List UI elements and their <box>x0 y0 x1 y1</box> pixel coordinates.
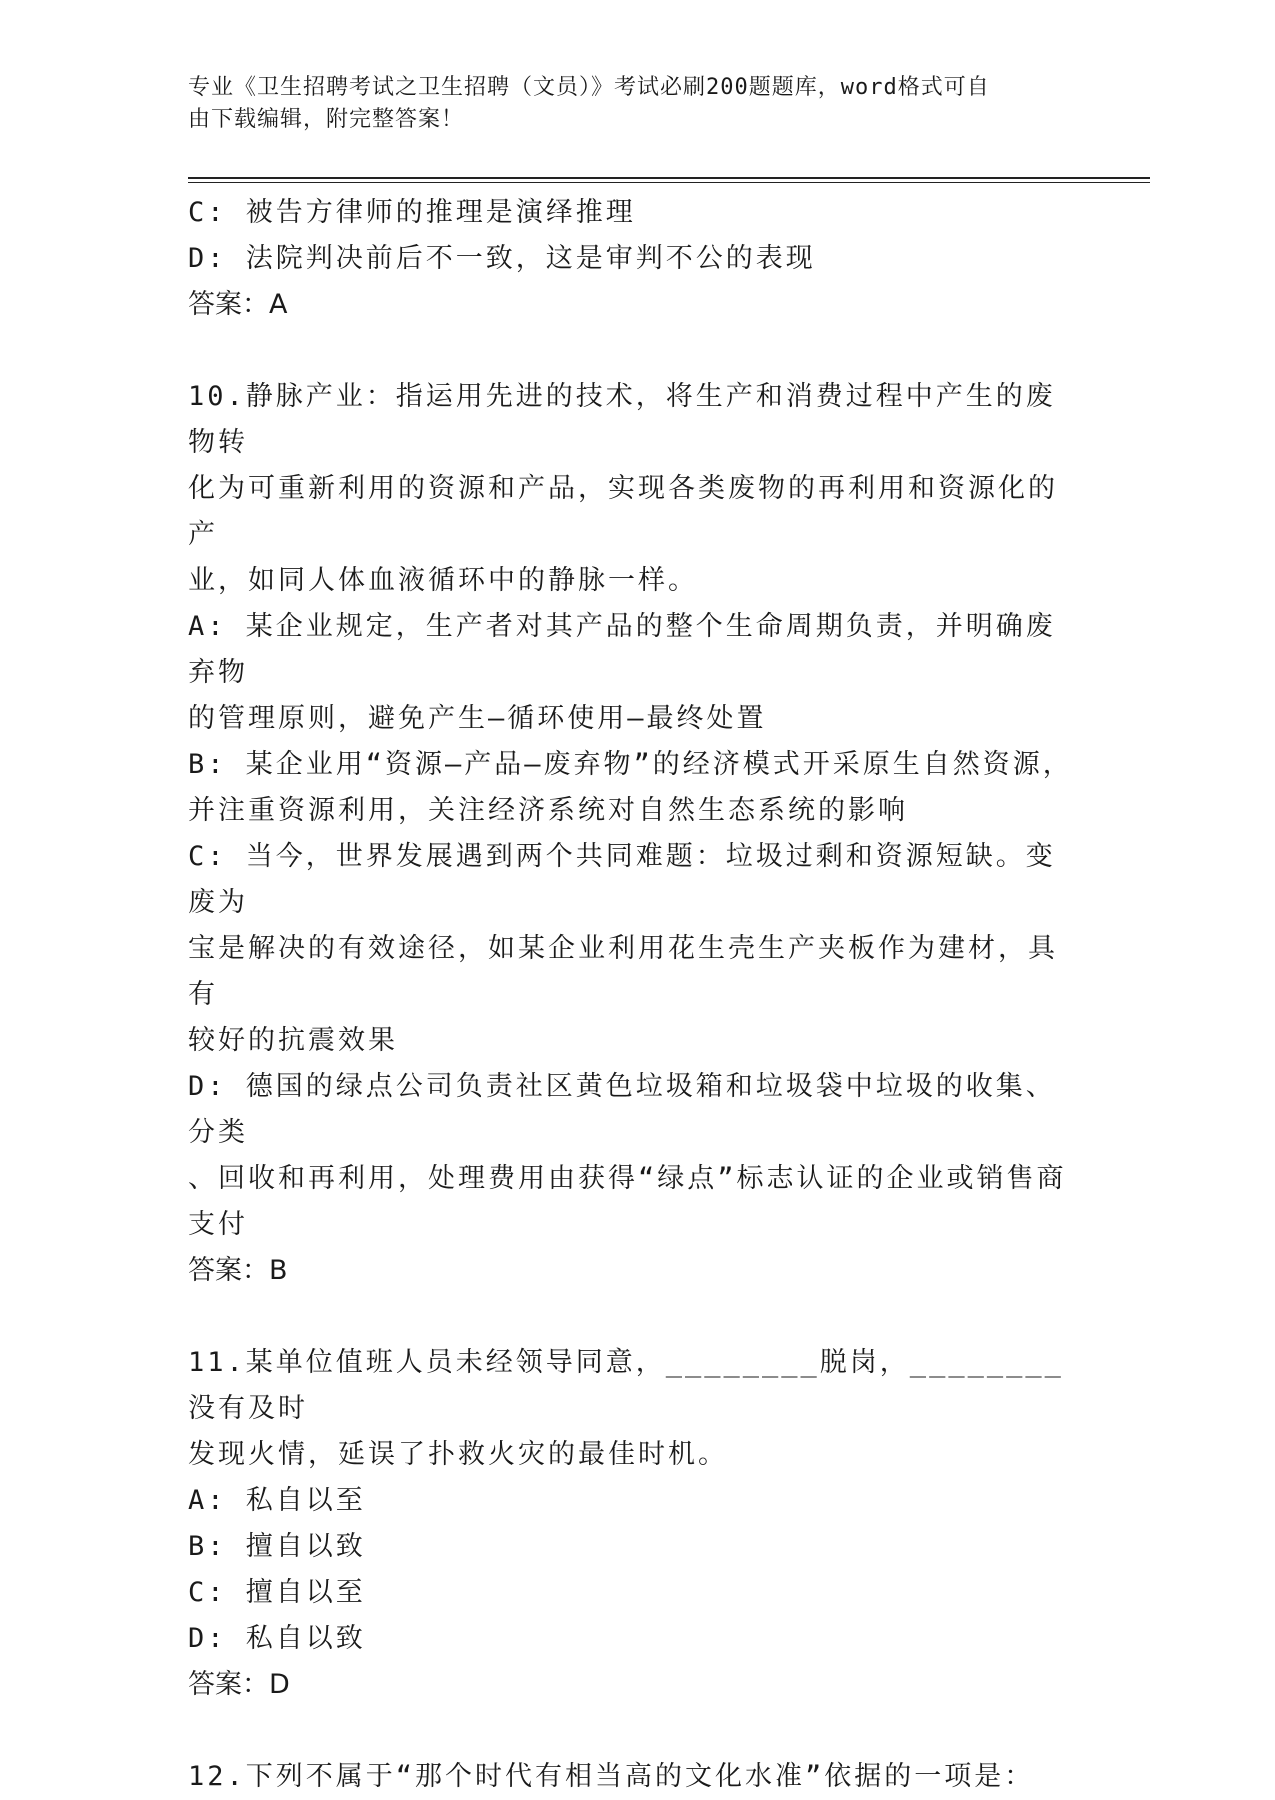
header-rule-thick <box>188 177 1150 179</box>
question-stem-line: 化为可重新利用的资源和产品，实现各类废物的再利用和资源化的产 <box>188 473 1058 550</box>
option-c-cont: 较好的抗震效果 <box>188 1025 398 1056</box>
header-line-1: 专业《卫生招聘考试之卫生招聘（文员）》考试必刷200题题库，word格式可自 <box>188 75 990 100</box>
option-d: D: 法院判决前后不一致，这是审判不公的表现 <box>188 243 816 274</box>
option-d-cont: 支付 <box>188 1209 248 1240</box>
spacer <box>188 1294 1078 1340</box>
question-12 <box>188 1754 1078 1800</box>
answer-line: 答案：B <box>188 1255 288 1286</box>
answer-line: 答案：A <box>188 289 288 320</box>
option-a: A: 私自以至 <box>188 1485 366 1516</box>
document-header <box>188 72 1068 136</box>
option-c: C: 当今，世界发展遇到两个共同难题：垃圾过剩和资源短缺。变废为 <box>188 841 1056 918</box>
option-a: A: 某企业规定，生产者对其产品的整个生命周期负责，并明确废弃物 <box>188 611 1056 688</box>
option-c-cont: 宝是解决的有效途径，如某企业利用花生壳生产夹板作为建材，具有 <box>188 933 1058 1010</box>
question-stem-line: 11.某单位值班人员未经领导同意，________脱岗，________没有及时 <box>188 1347 1064 1424</box>
option-c: C: 被告方律师的推理是演绎推理 <box>188 197 636 228</box>
header-line-2: 由下载编辑，附完整答案！ <box>188 107 465 132</box>
header-rule-thin <box>188 182 1150 183</box>
question-content <box>188 190 1078 1800</box>
answer-line: 答案：D <box>188 1669 290 1700</box>
option-d: D: 德国的绿点公司负责社区黄色垃圾箱和垃圾袋中垃圾的收集、分类 <box>188 1071 1056 1148</box>
prev-question <box>188 190 1078 328</box>
option-b: B: 某企业用“资源—产品—废弃物”的经济模式开采原生自然资源， <box>188 749 1073 780</box>
option-d: D: 私自以致 <box>188 1623 366 1654</box>
option-d-cont: 、回收和再利用，处理费用由获得“绿点”标志认证的企业或销售商 <box>188 1163 1067 1194</box>
question-stem-line: 业，如同人体血液循环中的静脉一样。 <box>188 565 698 596</box>
spacer <box>188 328 1078 374</box>
option-a-cont: 的管理原则，避免产生—循环使用—最终处置 <box>188 703 767 734</box>
option-c: C: 擅自以至 <box>188 1577 366 1608</box>
spacer <box>188 1708 1078 1754</box>
question-stem-line: 12.下列不属于“那个时代有相当高的文化水准”依据的一项是： <box>188 1761 1035 1792</box>
option-b-cont: 并注重资源利用，关注经济系统对自然生态系统的影响 <box>188 795 908 826</box>
question-stem-line: 发现火情，延误了扑救火灾的最佳时机。 <box>188 1439 728 1470</box>
question-10 <box>188 374 1078 1294</box>
option-b: B: 擅自以致 <box>188 1531 366 1562</box>
question-11 <box>188 1340 1078 1708</box>
question-stem-line: 10.静脉产业：指运用先进的技术，将生产和消费过程中产生的废物转 <box>188 381 1056 458</box>
